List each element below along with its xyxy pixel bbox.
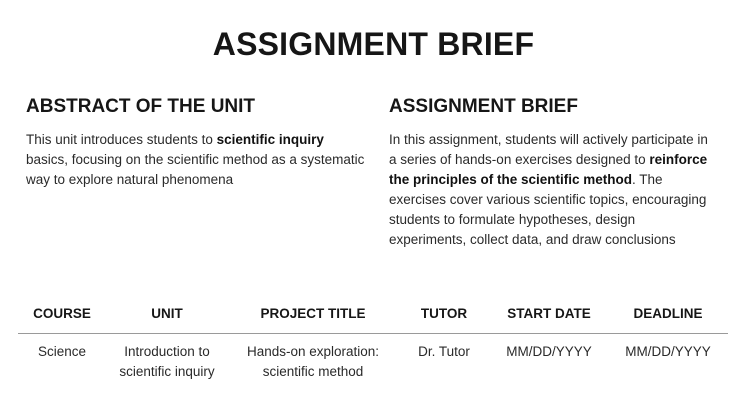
cell-unit: Introduction to scientific inquiry xyxy=(119,344,215,379)
brief-heading: ASSIGNMENT BRIEF xyxy=(389,96,578,117)
abstract-section xyxy=(26,96,366,190)
column-header-project-title: PROJECT TITLE xyxy=(228,298,398,334)
abstract-text-part-2: basics, focusing on the scientific method as a systematic way to explore natural phenomena xyxy=(26,152,365,187)
column-header-tutor: TUTOR xyxy=(398,298,490,334)
column-header-unit: UNIT xyxy=(106,298,228,334)
column-header-start-date: START DATE xyxy=(490,298,608,334)
cell-project-title: Hands-on exploration: scientific method xyxy=(246,344,380,379)
brief-text-bold: reinforce the principles of the scientific method xyxy=(389,152,708,187)
abstract-heading: ABSTRACT OF THE UNIT xyxy=(26,96,256,117)
brief-text xyxy=(389,130,709,250)
page-title: ASSIGNMENT BRIEF xyxy=(212,26,535,62)
abstract-text-bold: scientific inquiry xyxy=(216,132,324,147)
cell-deadline: MM/DD/YYYY xyxy=(625,344,711,359)
column-header-deadline: DEADLINE xyxy=(608,298,728,334)
brief-section xyxy=(389,96,709,250)
assignment-info-table xyxy=(18,298,728,390)
table-header-row xyxy=(18,298,728,334)
column-header-course: COURSE xyxy=(18,298,106,334)
abstract-text xyxy=(26,130,366,190)
brief-text-part-1: In this assignment, students will actively participate in a series of hands-on exercises designed to xyxy=(389,132,708,167)
table-row xyxy=(18,334,728,391)
cell-start-date: MM/DD/YYYY xyxy=(506,344,592,359)
cell-course: Science xyxy=(37,344,87,359)
cell-tutor: Dr. Tutor xyxy=(418,344,470,359)
abstract-text-part-1: This unit introduces students to xyxy=(26,132,217,147)
brief-text-part-2: . The exercises cover various scientific topics, encouraging students to formulate hypotheses, design experiments, collect data, and draw conclusions xyxy=(389,172,707,247)
